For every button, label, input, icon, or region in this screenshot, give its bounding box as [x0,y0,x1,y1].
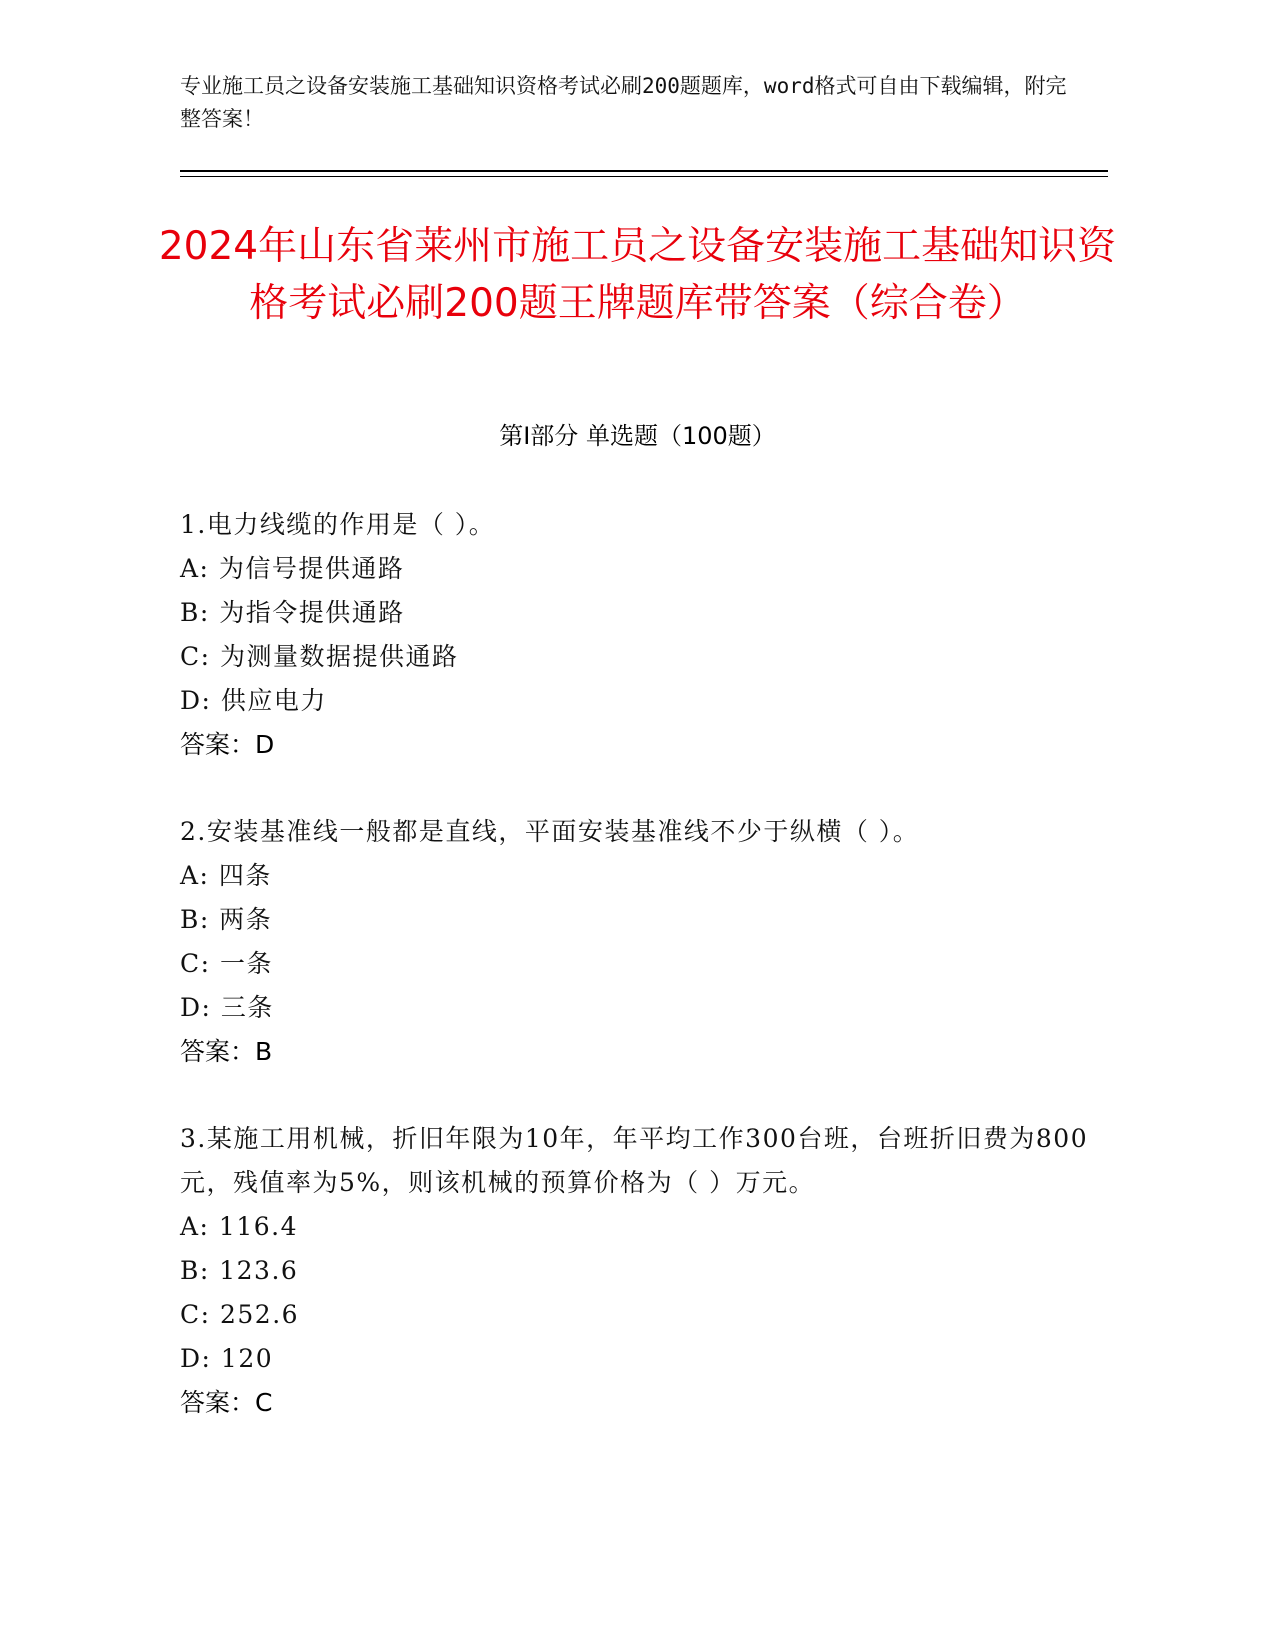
option-b: B: 为指令提供通路 [180,598,405,627]
header-divider-thick [180,170,1108,172]
option-b: B: 两条 [180,905,273,934]
header-note: 专业施工员之设备安装施工基础知识资格考试必刷200题题库，word格式可自由下载编辑，附完整答案！ [180,74,1067,131]
question-3 [180,1117,1110,1425]
option-d: D: 120 [180,1344,274,1373]
option-c: C: 为测量数据提供通路 [180,642,459,671]
question-text: 2.安装基准线一般都是直线，平面安装基准线不少于纵横（ ）。 [180,817,920,846]
section-heading: 第I部分 单选题（100题） [499,422,776,450]
answer: 答案：D [180,730,275,759]
header-divider-thin [180,176,1108,177]
question-2 [180,810,1110,1074]
document-title: 2024年山东省莱州市施工员之设备安装施工基础知识资格考试必刷200题王牌题库带答案（综合卷） [158,224,1117,326]
option-c: C: 一条 [180,949,273,978]
option-a: A: 116.4 [180,1212,298,1241]
option-b: B: 123.6 [180,1256,299,1285]
option-a: A: 四条 [180,861,272,890]
question-list [180,503,1110,1425]
question-spacer [180,1074,1110,1117]
question-text: 3.某施工用机械，折旧年限为10年，年平均工作300台班，台班折旧费为800元，残值率为5%，则该机械的预算价格为（ ）万元。 [180,1124,1089,1197]
answer: 答案：C [180,1388,273,1417]
question-spacer [180,767,1110,810]
option-d: D: 三条 [180,993,274,1022]
option-c: C: 252.6 [180,1300,300,1329]
option-d: D: 供应电力 [180,686,327,715]
answer: 答案：B [180,1037,273,1066]
option-a: A: 为信号提供通路 [180,554,405,583]
question-1 [180,503,1110,767]
question-text: 1.电力线缆的作用是（ ）。 [180,510,496,539]
